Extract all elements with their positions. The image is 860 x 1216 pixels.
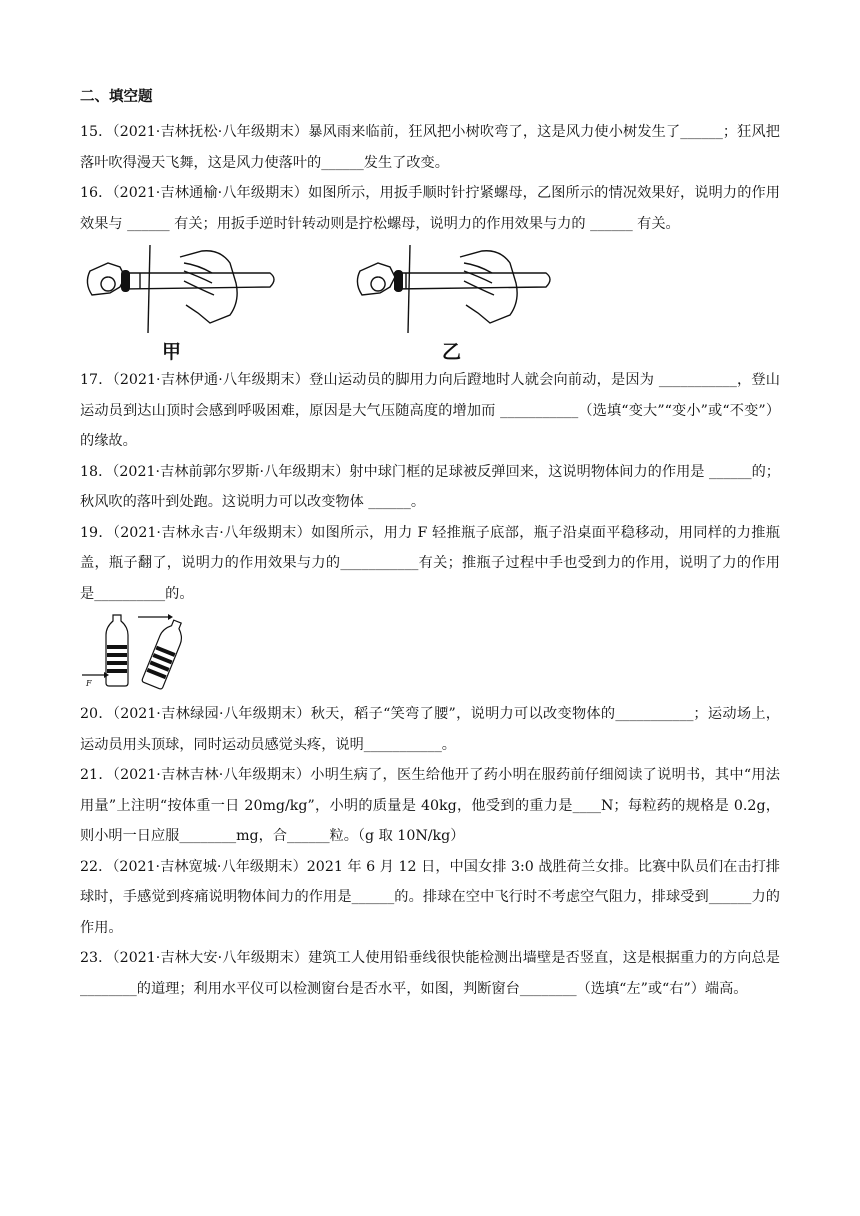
question-21: 21．（2021·吉林吉林·八年级期末）小明生病了，医生给他开了药小明在服药前仔细阅读了说明书，其中“用法用量”上注明“按体重一日 20mg/kg”，小明的质量是 40kg，他受到的重力是____N；每粒药的规格是 0.2g，则小明一日应服________mg，合______粒。（g 取 10N/kg） — [80, 767, 780, 844]
document-page — [80, 86, 780, 1004]
wrench-right-label: 乙 — [442, 341, 462, 363]
bottle-figure — [80, 611, 780, 693]
section-title: 二、填空题 — [80, 89, 153, 105]
question-22: 22．（2021·吉林宽城·八年级期末）2021 年 6 月 12 日，中国女排 3:0 战胜荷兰女排。比赛中队员们在击打排球时，手感觉到疼痛说明物体间力的作用是______的。排球在空中飞行时不考虑空气阻力，排球受到______力的作用。 — [80, 858, 780, 936]
wrench-right-drawing — [350, 243, 560, 333]
question-15: 15．（2021·吉林抚松·八年级期末）暴风雨来临前，狂风把小树吹弯了，这是风力使小树发生了______；狂风把落叶吹得漫天飞舞，这是风力使落叶的______发生了改变。 — [80, 124, 780, 171]
question-17: 17．（2021·吉林伊通·八年级期末）登山运动员的脚用力向后蹬地时人就会向前动，是因为 ___________，登山运动员到达山顶时会感到呼吸困难，原因是大气压随高度的增加而 ___________（选填“变大”“变小”或“不变”）的缘故。 — [80, 372, 781, 449]
wrench-left-label: 甲 — [162, 341, 182, 363]
wrench-figure — [80, 239, 780, 365]
question-20: 20．（2021·吉林绿园·八年级期末）秋天，稻子“笑弯了腰”，说明力可以改变物体的___________；运动场上，运动员用头顶球，同时运动员感觉头疼，说明___________。 — [80, 706, 780, 753]
bottle-force-label-bottom: F — [86, 679, 92, 688]
question-18: 18．（2021·吉林前郭尔罗斯·八年级期末）射中球门框的足球被反弹回来，这说明物体间力的作用是 ______的；秋风吹的落叶到处跑。这说明力可以改变物体 ______。 — [80, 463, 780, 510]
wrench-left-drawing — [80, 243, 280, 333]
question-19: 19．（2021·吉林永吉·八年级期末）如图所示，用力 F 轻推瓶子底部，瓶子沿桌面平稳移动，用同样的力推瓶盖，瓶子翻了，说明力的作用效果与力的___________有关；推瓶子过程中手也受到力的作用，说明了力的作用是__________的。 — [80, 524, 780, 602]
question-23: 23．（2021·吉林大安·八年级期末）建筑工人使用铅垂线很快能检测出墙壁是否竖直，这是根据重力的方向总是________的道理；利用水平仪可以检测窗台是否水平，如图，判断窗台________（选填“左”或“右”）端高。 — [80, 950, 780, 997]
bottle-drawing — [80, 611, 190, 691]
question-16: 16．（2021·吉林通榆·八年级期末）如图所示，用扳手顺时针拧紧螺母，乙图所示的情况效果好，说明力的作用效果与 ______ 有关；用扳手逆时针转动则是拧松螺母，说明力的作用效果与力的 ______ 有关。 — [80, 185, 780, 232]
